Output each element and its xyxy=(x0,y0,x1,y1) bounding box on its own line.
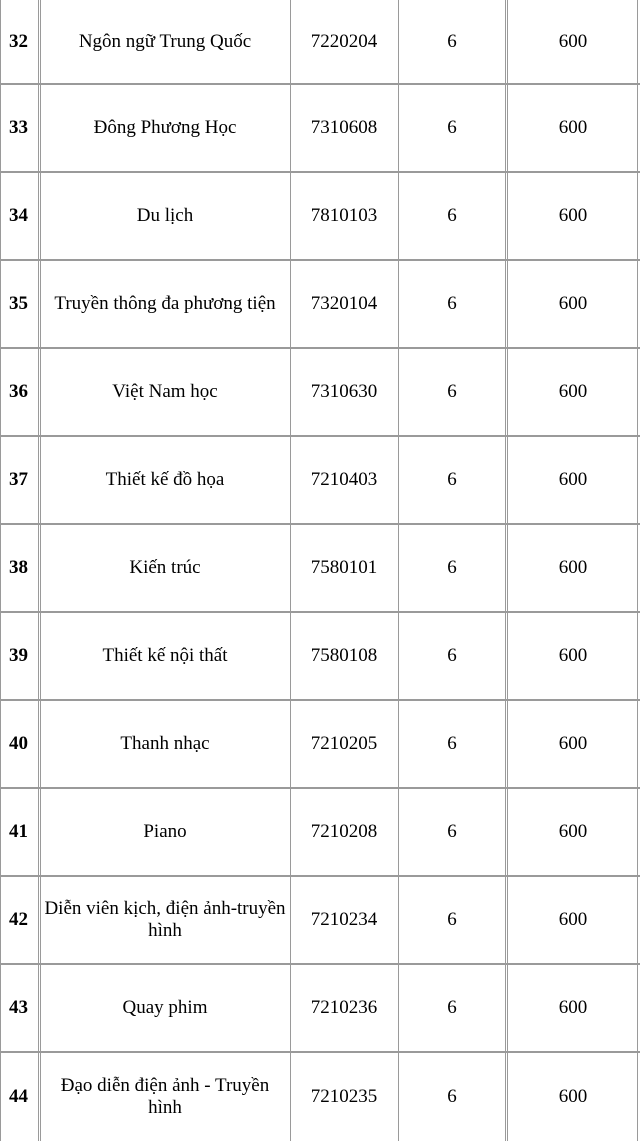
row-number-cell: 36 xyxy=(0,348,40,436)
major-name-cell: Thiết kế nội thất xyxy=(40,612,290,700)
table-row xyxy=(0,348,640,436)
row-number-cell: 35 xyxy=(0,260,40,348)
subject-count-cell: 6 xyxy=(398,788,506,876)
quota-cell: 600 xyxy=(558,1085,588,1107)
major-code-cell: 7320104 xyxy=(290,260,398,348)
column-divider-code xyxy=(398,0,399,1141)
table-row xyxy=(0,700,640,788)
subject-count-cell: 6 xyxy=(398,436,506,524)
row-number-cell: 34 xyxy=(0,172,40,260)
subject-count-cell: 6 xyxy=(398,524,506,612)
subject-count-cell: 6 xyxy=(398,876,506,964)
major-code-cell: 7580108 xyxy=(290,612,398,700)
quota-cell: 600 xyxy=(506,612,640,700)
major-name-cell: Du lịch xyxy=(40,172,290,260)
quota-cell: 600 xyxy=(506,964,640,1052)
subject-count-cell: 6 xyxy=(398,612,506,700)
major-name-cell: Đông Phương Học xyxy=(40,84,290,172)
major-name-cell: Đạo diễn điện ảnh - Truyền hình xyxy=(60,1074,270,1118)
major-name-cell: Diễn viên kịch, điện ảnh-truyền hình xyxy=(40,876,290,964)
major-code-cell: 7210208 xyxy=(290,788,398,876)
quota-cell: 600 xyxy=(506,84,640,172)
quota-cell: 600 xyxy=(506,876,640,964)
major-code-cell: 7210234 xyxy=(290,876,398,964)
quota-cell: 600 xyxy=(506,700,640,788)
major-name-cell: Piano xyxy=(40,788,290,876)
major-name-cell: Thiết kế đồ họa xyxy=(40,436,290,524)
major-code-cell: 7210235 xyxy=(310,1085,378,1107)
row-number-cell: 44 xyxy=(9,1085,28,1107)
table-row xyxy=(0,964,640,1052)
row-number-cell: 43 xyxy=(0,964,40,1052)
major-code-cell: 7210236 xyxy=(290,964,398,1052)
quota-cell: 600 xyxy=(506,436,640,524)
major-name-cell: Truyền thông đa phương tiện xyxy=(40,260,290,348)
table-row xyxy=(0,260,640,348)
quota-cell: 600 xyxy=(506,172,640,260)
major-code-cell: 7310608 xyxy=(290,84,398,172)
major-name-cell: Quay phim xyxy=(40,964,290,1052)
major-code-cell: 7580101 xyxy=(290,524,398,612)
table-border-left xyxy=(0,0,1,1141)
subject-count-cell: 6 xyxy=(398,0,506,84)
quota-cell: 600 xyxy=(506,524,640,612)
table-row xyxy=(0,436,640,524)
table-row xyxy=(0,0,640,84)
major-code-cell: 7310630 xyxy=(290,348,398,436)
subject-count-cell: 6 xyxy=(398,348,506,436)
subject-count-cell: 6 xyxy=(398,964,506,1052)
table-row xyxy=(0,612,640,700)
quota-cell: 600 xyxy=(506,788,640,876)
major-code-cell: 7810103 xyxy=(290,172,398,260)
table-row xyxy=(0,788,640,876)
table-row xyxy=(0,172,640,260)
column-divider-stt xyxy=(38,0,41,1141)
table-row xyxy=(0,876,640,964)
row-number-cell: 33 xyxy=(0,84,40,172)
column-divider-subjects xyxy=(505,0,508,1141)
row-number-cell: 32 xyxy=(0,0,40,84)
table-border-right xyxy=(637,0,638,1141)
table-row xyxy=(0,84,640,172)
major-name-cell: Thanh nhạc xyxy=(40,700,290,788)
major-code-cell: 7210403 xyxy=(290,436,398,524)
row-number-cell: 38 xyxy=(0,524,40,612)
subject-count-cell: 6 xyxy=(398,700,506,788)
major-name-cell: Việt Nam học xyxy=(40,348,290,436)
row-number-cell: 42 xyxy=(0,876,40,964)
quota-cell: 600 xyxy=(506,0,640,84)
table-row xyxy=(0,1052,640,1140)
subject-count-cell: 6 xyxy=(447,1085,457,1107)
major-code-cell: 7220204 xyxy=(290,0,398,84)
row-number-cell: 37 xyxy=(0,436,40,524)
subject-count-cell: 6 xyxy=(398,260,506,348)
major-name-cell: Ngôn ngữ Trung Quốc xyxy=(40,0,290,84)
subject-count-cell: 6 xyxy=(398,84,506,172)
quota-cell: 600 xyxy=(506,348,640,436)
table-row xyxy=(0,524,640,612)
column-divider-name xyxy=(290,0,291,1141)
row-number-cell: 40 xyxy=(0,700,40,788)
major-name-cell: Kiến trúc xyxy=(40,524,290,612)
quota-cell: 600 xyxy=(506,260,640,348)
row-number-cell: 41 xyxy=(0,788,40,876)
subject-count-cell: 6 xyxy=(398,172,506,260)
major-code-cell: 7210205 xyxy=(290,700,398,788)
row-number-cell: 39 xyxy=(0,612,40,700)
